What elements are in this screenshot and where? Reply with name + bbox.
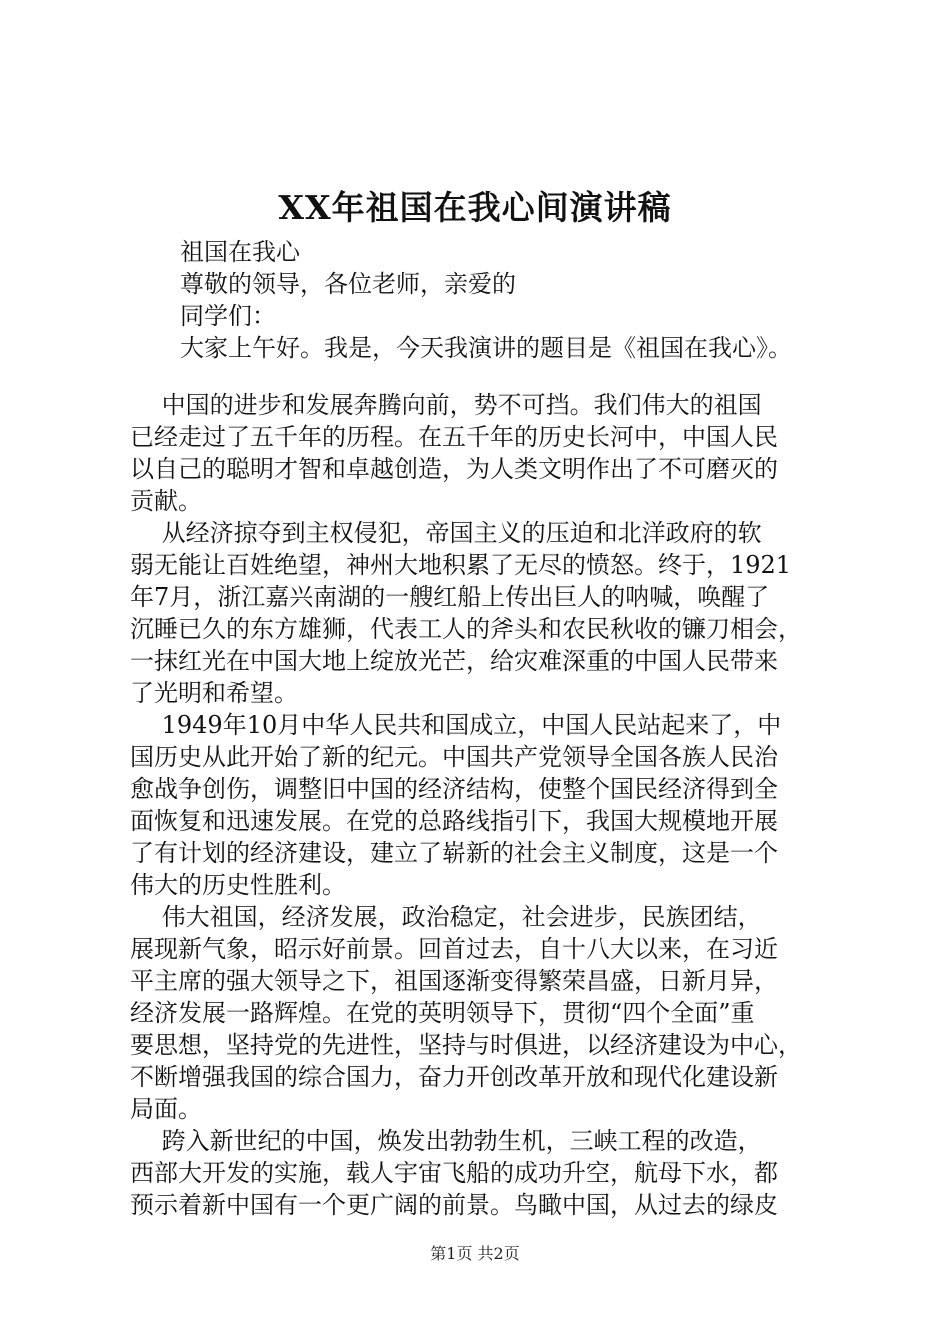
intro-line: 祖国在我心: [180, 238, 300, 266]
body-line: 了光明和希望。: [130, 679, 298, 707]
page-footer: 第1页 共2页: [430, 1244, 520, 1263]
body-line: 局面。: [130, 1095, 202, 1123]
intro-line: 大家上午好。我是，今天我演讲的题目是《祖国在我心》。: [180, 334, 792, 362]
body-line: 不断增强我国的综合国力，奋力开创改革开放和现代化建设新: [130, 1063, 778, 1091]
body-line: 一抹红光在中国大地上绽放光芒，给灾难深重的中国人民带来: [130, 647, 778, 675]
body-line: 1949年10月中华人民共和国成立，中国人民站起来了，中: [130, 711, 782, 739]
body-line: 弱无能让百姓绝望，神州大地积累了无尽的愤怒。终于，1921: [130, 551, 792, 579]
body-line: 经济发展一路辉煌。在党的英明领导下，贯彻“四个全面”重: [130, 999, 755, 1027]
body-line: 平主席的强大领导之下，祖国逐渐变得繁荣昌盛，日新月异，: [130, 967, 778, 995]
body-line: 愈战争创伤，调整旧中国的经济结构，使整个国民经济得到全: [130, 775, 778, 803]
body-line: 要思想，坚持党的先进性，坚持与时俱进，以经济建设为中心，: [130, 1031, 802, 1059]
body-line: 了有计划的经济建设，建立了崭新的社会主义制度，这是一个: [130, 839, 778, 867]
body-line: 跨入新世纪的中国，焕发出勃勃生机，三峡工程的改造，: [130, 1127, 762, 1155]
body-line: 从经济掠夺到主权侵犯，帝国主义的压迫和北洋政府的软: [130, 519, 762, 547]
body-line: 西部大开发的实施，载人宇宙飞船的成功升空，航母下水，都: [130, 1159, 778, 1187]
body-line: 伟大的历史性胜利。: [130, 871, 346, 899]
body-line: 以自己的聪明才智和卓越创造，为人类文明作出了不可磨灭的: [130, 455, 778, 483]
body-line: 展现新气象，昭示好前景。回首过去，自十八大以来，在习近: [130, 935, 778, 963]
body-line: 面恢复和迅速发展。在党的总路线指引下，我国大规模地开展: [130, 807, 778, 835]
body-line: 已经走过了五千年的历程。在五千年的历史长河中，中国人民: [130, 423, 778, 451]
intro-line: 同学们：: [180, 302, 276, 330]
body-line: 伟大祖国，经济发展，政治稳定，社会进步，民族团结，: [130, 903, 762, 931]
body-line: 贡献。: [130, 487, 202, 515]
body-line: 国历史从此开始了新的纪元。中国共产党领导全国各族人民治: [130, 743, 778, 771]
document-title: XX年祖国在我心间演讲稿: [278, 188, 672, 227]
body-line: 预示着新中国有一个更广阔的前景。鸟瞰中国，从过去的绿皮: [130, 1191, 778, 1219]
body-line: 年7月，浙江嘉兴南湖的一艘红船上传出巨人的呐喊，唤醒了: [130, 583, 770, 611]
body-line: 中国的进步和发展奔腾向前，势不可挡。我们伟大的祖国: [130, 391, 762, 419]
intro-line: 尊敬的领导，各位老师，亲爱的: [180, 270, 516, 298]
body-line: 沉睡已久的东方雄狮，代表工人的斧头和农民秋收的镰刀相会，: [130, 615, 802, 643]
